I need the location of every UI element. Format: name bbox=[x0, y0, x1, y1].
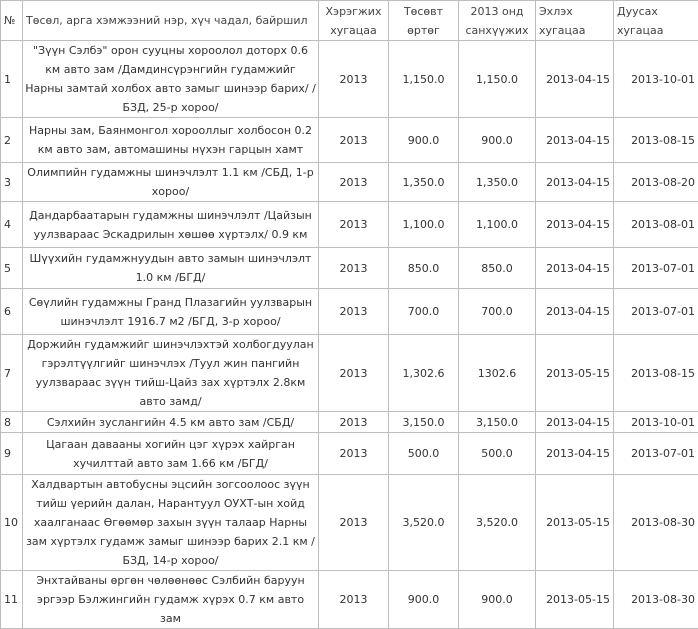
row-description: "Зүүн Сэлбэ" орон сууцны хороолол доторх 0.6 км авто зам /Дамдинсүрэнгийн гудамжийг Нарны замтай холбох авто замыг шинээр барих/ /БЗД, 25-р хороо/ bbox=[23, 41, 319, 118]
row-no: 6 bbox=[1, 289, 23, 335]
row-period: 2013 bbox=[319, 412, 389, 433]
table-row bbox=[1, 433, 698, 475]
header-no: № bbox=[1, 1, 23, 41]
row-description: Цагаан давааны хогийн цэг хүрэх хайрган хучилттай авто зам 1.66 км /БГД/ bbox=[23, 433, 319, 475]
row-end: 2013-08-30 bbox=[614, 475, 698, 571]
row-no: 1 bbox=[1, 41, 23, 118]
row-end: 2013-08-01 bbox=[614, 202, 698, 248]
row-funding: 1,350.0 bbox=[459, 163, 536, 202]
row-end: 2013-08-15 bbox=[614, 335, 698, 412]
table-row bbox=[1, 163, 698, 202]
row-start: 2013-05-15 bbox=[536, 335, 614, 412]
table-row bbox=[1, 41, 698, 118]
row-cost: 500.0 bbox=[389, 433, 459, 475]
row-cost: 1,150.0 bbox=[389, 41, 459, 118]
row-period: 2013 bbox=[319, 433, 389, 475]
table-row bbox=[1, 118, 698, 163]
row-period: 2013 bbox=[319, 475, 389, 571]
row-period: 2013 bbox=[319, 335, 389, 412]
row-funding: 500.0 bbox=[459, 433, 536, 475]
row-funding: 1,100.0 bbox=[459, 202, 536, 248]
row-cost: 3,150.0 bbox=[389, 412, 459, 433]
row-end: 2013-08-15 bbox=[614, 118, 698, 163]
row-end: 2013-10-01 bbox=[614, 41, 698, 118]
row-no: 10 bbox=[1, 475, 23, 571]
row-period: 2013 bbox=[319, 163, 389, 202]
table-row bbox=[1, 289, 698, 335]
row-period: 2013 bbox=[319, 202, 389, 248]
row-start: 2013-04-15 bbox=[536, 289, 614, 335]
row-description: Дандарбаатарын гудамжны шинэчлэлт /Цайзын уулзвараас Эскадрилын хөшөө хүртэлх/ 0.9 км bbox=[23, 202, 319, 248]
row-start: 2013-04-15 bbox=[536, 412, 614, 433]
row-start: 2013-04-15 bbox=[536, 118, 614, 163]
row-description: Олимпийн гудамжны шинэчлэлт 1.1 км /СБД, 1-р хороо/ bbox=[23, 163, 319, 202]
row-funding: 1302.6 bbox=[459, 335, 536, 412]
row-start: 2013-04-15 bbox=[536, 41, 614, 118]
table-row bbox=[1, 475, 698, 571]
row-period: 2013 bbox=[319, 289, 389, 335]
row-start: 2013-04-15 bbox=[536, 248, 614, 289]
row-funding: 1,150.0 bbox=[459, 41, 536, 118]
row-start: 2013-04-15 bbox=[536, 163, 614, 202]
row-period: 2013 bbox=[319, 118, 389, 163]
row-funding: 3,150.0 bbox=[459, 412, 536, 433]
table-row bbox=[1, 335, 698, 412]
table-row bbox=[1, 248, 698, 289]
row-cost: 700.0 bbox=[389, 289, 459, 335]
row-funding: 700.0 bbox=[459, 289, 536, 335]
row-cost: 900.0 bbox=[389, 118, 459, 163]
row-no: 2 bbox=[1, 118, 23, 163]
row-no: 4 bbox=[1, 202, 23, 248]
row-no: 5 bbox=[1, 248, 23, 289]
table-row bbox=[1, 202, 698, 248]
row-period: 2013 bbox=[319, 41, 389, 118]
row-end: 2013-08-30 bbox=[614, 571, 698, 629]
row-cost: 1,350.0 bbox=[389, 163, 459, 202]
row-no: 3 bbox=[1, 163, 23, 202]
header-row bbox=[1, 1, 698, 41]
row-period: 2013 bbox=[319, 248, 389, 289]
row-description: Доржийн гудамжийг шинэчлэхтэй холбогдуулан гэрэлтүүлгийг шинэчлэх /Туул жин пангийн уулзвараас зүүн тийш-Цайз зах хүртэлх 2.8км авто замд/ bbox=[23, 335, 319, 412]
row-cost: 1,302.6 bbox=[389, 335, 459, 412]
row-start: 2013-05-15 bbox=[536, 475, 614, 571]
table-row bbox=[1, 571, 698, 629]
row-description: Шүүхийн гудамжнуудын авто замын шинэчлэлт 1.0 км /БГД/ bbox=[23, 248, 319, 289]
row-start: 2013-05-15 bbox=[536, 571, 614, 629]
row-cost: 3,520.0 bbox=[389, 475, 459, 571]
row-end: 2013-07-01 bbox=[614, 433, 698, 475]
row-cost: 850.0 bbox=[389, 248, 459, 289]
row-start: 2013-04-15 bbox=[536, 433, 614, 475]
row-funding: 3,520.0 bbox=[459, 475, 536, 571]
row-no: 11 bbox=[1, 571, 23, 629]
header-description: Төсөл, арга хэмжээний нэр, хүч чадал, байршил bbox=[23, 1, 319, 41]
header-period: Хэрэгжих хугацаа bbox=[319, 1, 389, 41]
row-no: 9 bbox=[1, 433, 23, 475]
table-row bbox=[1, 412, 698, 433]
row-description: Нарны зам, Баянмонгол хорооллыг холбосон 0.2 км авто зам, автомашины нүхэн гарцын хамт bbox=[23, 118, 319, 163]
row-cost: 1,100.0 bbox=[389, 202, 459, 248]
header-end: Дуусах хугацаа bbox=[614, 1, 698, 41]
header-funding: 2013 онд санхүүжих bbox=[459, 1, 536, 41]
row-end: 2013-08-20 bbox=[614, 163, 698, 202]
header-start: Эхлэх хугацаа bbox=[536, 1, 614, 41]
row-period: 2013 bbox=[319, 571, 389, 629]
row-description: Халдвартын автобусны эцсийн зогсоолоос зүүн тийш үерийн далан, Нарантуул ОУХТ-ын хойд хаалганаас Өгөөмөр захын зүүн талаар Нарны зам хүртэлх гудамж замыг шинээр барих 2.1 км /БЗД, 14-р хороо/ bbox=[23, 475, 319, 571]
row-start: 2013-04-15 bbox=[536, 202, 614, 248]
row-cost: 900.0 bbox=[389, 571, 459, 629]
row-no: 8 bbox=[1, 412, 23, 433]
row-description: Сэлхийн зуслангийн 4.5 км авто зам /СБД/ bbox=[23, 412, 319, 433]
row-no: 7 bbox=[1, 335, 23, 412]
row-description: Энхтайваны өргөн чөлөөнөөс Сэлбийн баруун эргээр Бэлжингийн гудамж хүрэх 0.7 км авто зам bbox=[23, 571, 319, 629]
row-funding: 900.0 bbox=[459, 571, 536, 629]
row-end: 2013-07-01 bbox=[614, 289, 698, 335]
row-funding: 900.0 bbox=[459, 118, 536, 163]
row-end: 2013-10-01 bbox=[614, 412, 698, 433]
row-funding: 850.0 bbox=[459, 248, 536, 289]
header-cost: Төсөвт өртөг bbox=[389, 1, 459, 41]
row-description: Сөүлийн гудамжны Гранд Плазагийн уулзварын шинэчлэлт 1916.7 м2 /БГД, 3-р хороо/ bbox=[23, 289, 319, 335]
row-end: 2013-07-01 bbox=[614, 248, 698, 289]
